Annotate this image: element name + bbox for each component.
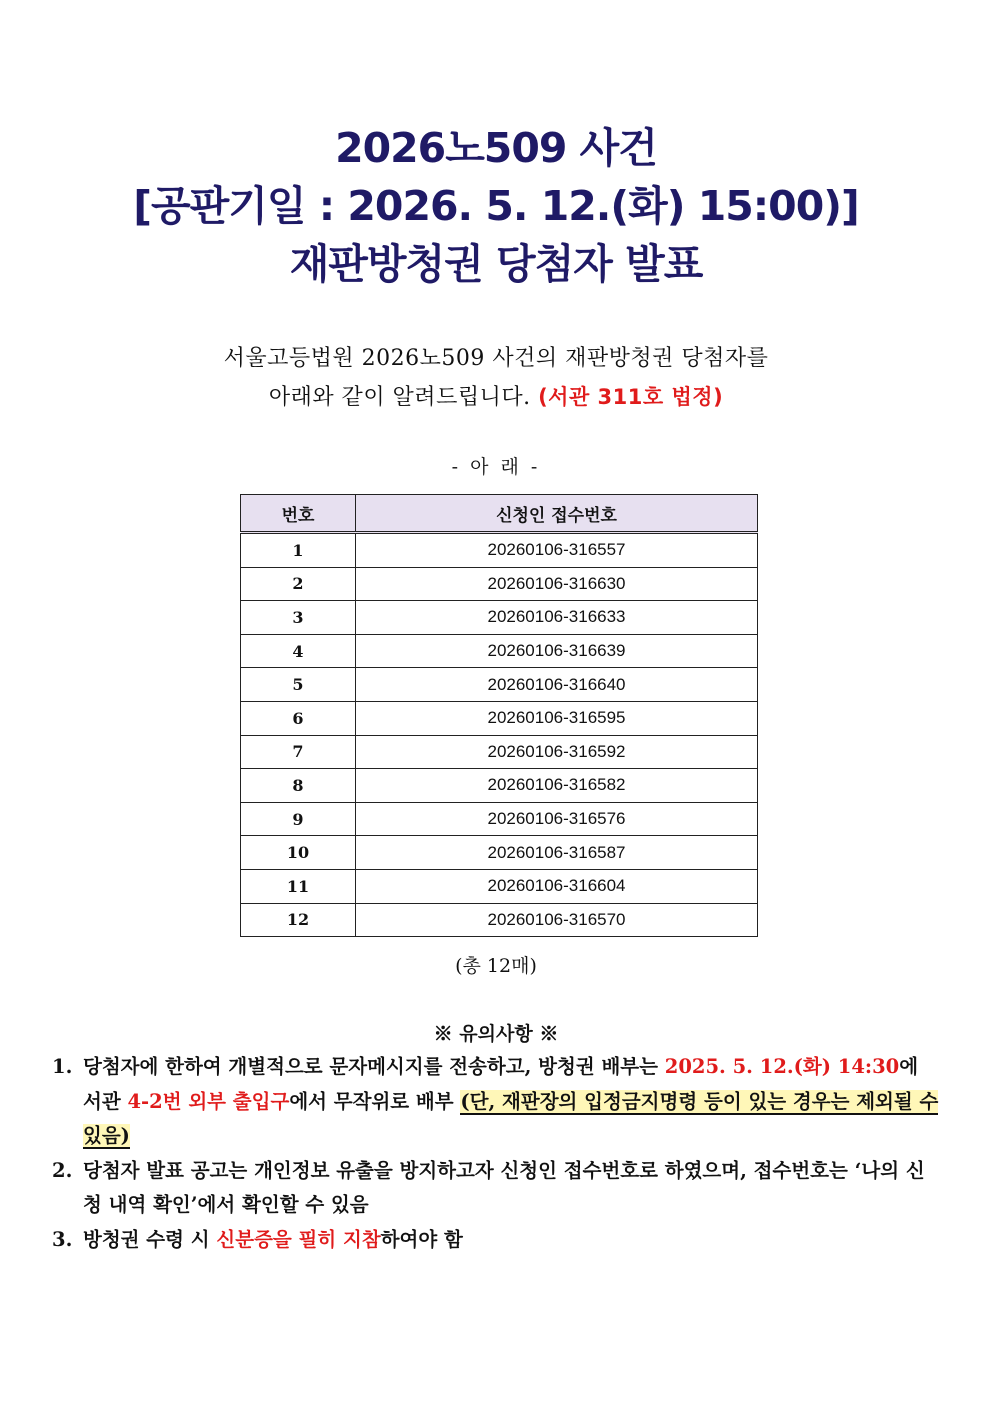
title-case: 2026노509 사건 (335, 124, 657, 172)
receipt-number: 20260106-316604 (356, 869, 758, 903)
courtroom-location: (서관 311호 법정) (538, 385, 724, 409)
table-row (241, 869, 758, 903)
notice-item (52, 1050, 942, 1154)
header-receipt-number: 신청인 접수번호 (356, 495, 758, 533)
intro-line-1: 서울고등법원 2026노509 사건의 재판방청권 당첨자를 (223, 346, 769, 371)
table-row (241, 735, 758, 769)
receipt-number: 20260106-316592 (356, 735, 758, 769)
receipt-number: 20260106-316630 (356, 567, 758, 601)
distribution-datetime: 2025. 5. 12.(화) 14:30 (664, 1055, 900, 1078)
row-number: 11 (241, 869, 356, 903)
table-row (241, 903, 758, 937)
row-number: 7 (241, 735, 356, 769)
header-number: 번호 (241, 495, 356, 533)
row-number: 3 (241, 601, 356, 635)
title-trial-date: [공판기일 : 2026. 5. 12.(화) 15:00)] (133, 182, 859, 230)
notice-item (52, 1154, 942, 1223)
intro-line-2 (0, 378, 992, 417)
table-row (241, 769, 758, 803)
row-number: 9 (241, 802, 356, 836)
entrance-name: 4-2번 외부 출입구 (127, 1089, 290, 1113)
notice-heading: ※ 유의사항 ※ (433, 1023, 559, 1045)
table-row (241, 601, 758, 635)
row-number: 2 (241, 567, 356, 601)
intro-line-2-text: 아래와 같이 알려드립니다. (268, 385, 531, 410)
notice-text: 방청권 수령 시 (83, 1227, 217, 1251)
row-number: 6 (241, 701, 356, 735)
notice-item-text: 당첨자 발표 공고는 개인정보 유출을 방지하고자 신청인 접수번호로 하였으며, 접수번호는 ‘나의 신청 내역 확인’에서 확인할 수 있음 (83, 1158, 925, 1216)
row-number: 4 (241, 634, 356, 668)
table-row (241, 836, 758, 870)
notice-item-text (83, 1050, 942, 1154)
id-required-note: 신분증을 필히 지참 (216, 1227, 381, 1251)
notice-item-number: 2. (52, 1158, 73, 1182)
table-row (241, 668, 758, 702)
row-number: 12 (241, 903, 356, 937)
row-number: 1 (241, 533, 356, 568)
notice-item-number: 3. (52, 1227, 73, 1251)
notice-item-text (83, 1223, 942, 1258)
notice-text: 에 서관 (83, 1055, 919, 1113)
receipt-number: 20260106-316557 (356, 533, 758, 568)
below-label: - 아 래 - (451, 456, 541, 478)
notice-item (52, 1223, 942, 1258)
table-row (241, 533, 758, 568)
table-row (241, 634, 758, 668)
row-number: 8 (241, 769, 356, 803)
winners-table (240, 494, 758, 937)
receipt-number: 20260106-316570 (356, 903, 758, 937)
table-row (241, 802, 758, 836)
receipt-number: 20260106-316595 (356, 701, 758, 735)
total-count: (총 12매) (455, 955, 537, 977)
receipt-number: 20260106-316576 (356, 802, 758, 836)
receipt-number: 20260106-316582 (356, 769, 758, 803)
title-announcement: 재판방청권 당첨자 발표 (289, 240, 703, 288)
notice-text: 에서 무작위로 배부 (289, 1089, 461, 1113)
receipt-number: 20260106-316587 (356, 836, 758, 870)
table-row (241, 567, 758, 601)
table-row (241, 701, 758, 735)
exception-note: (단, 재판장의 입정금지명령 등이 있는 경우는 제외될 수 있음) (83, 1089, 939, 1147)
row-number: 5 (241, 668, 356, 702)
receipt-number: 20260106-316633 (356, 601, 758, 635)
notice-list (52, 1050, 942, 1257)
notice-text: 하여야 함 (380, 1227, 463, 1251)
notice-item-number: 1. (52, 1055, 73, 1078)
row-number: 10 (241, 836, 356, 870)
notice-text: 당첨자에 한하여 개별적으로 문자메시지를 전송하고, 방청권 배부는 (83, 1055, 665, 1078)
table-header-row (241, 495, 758, 533)
receipt-number: 20260106-316639 (356, 634, 758, 668)
receipt-number: 20260106-316640 (356, 668, 758, 702)
